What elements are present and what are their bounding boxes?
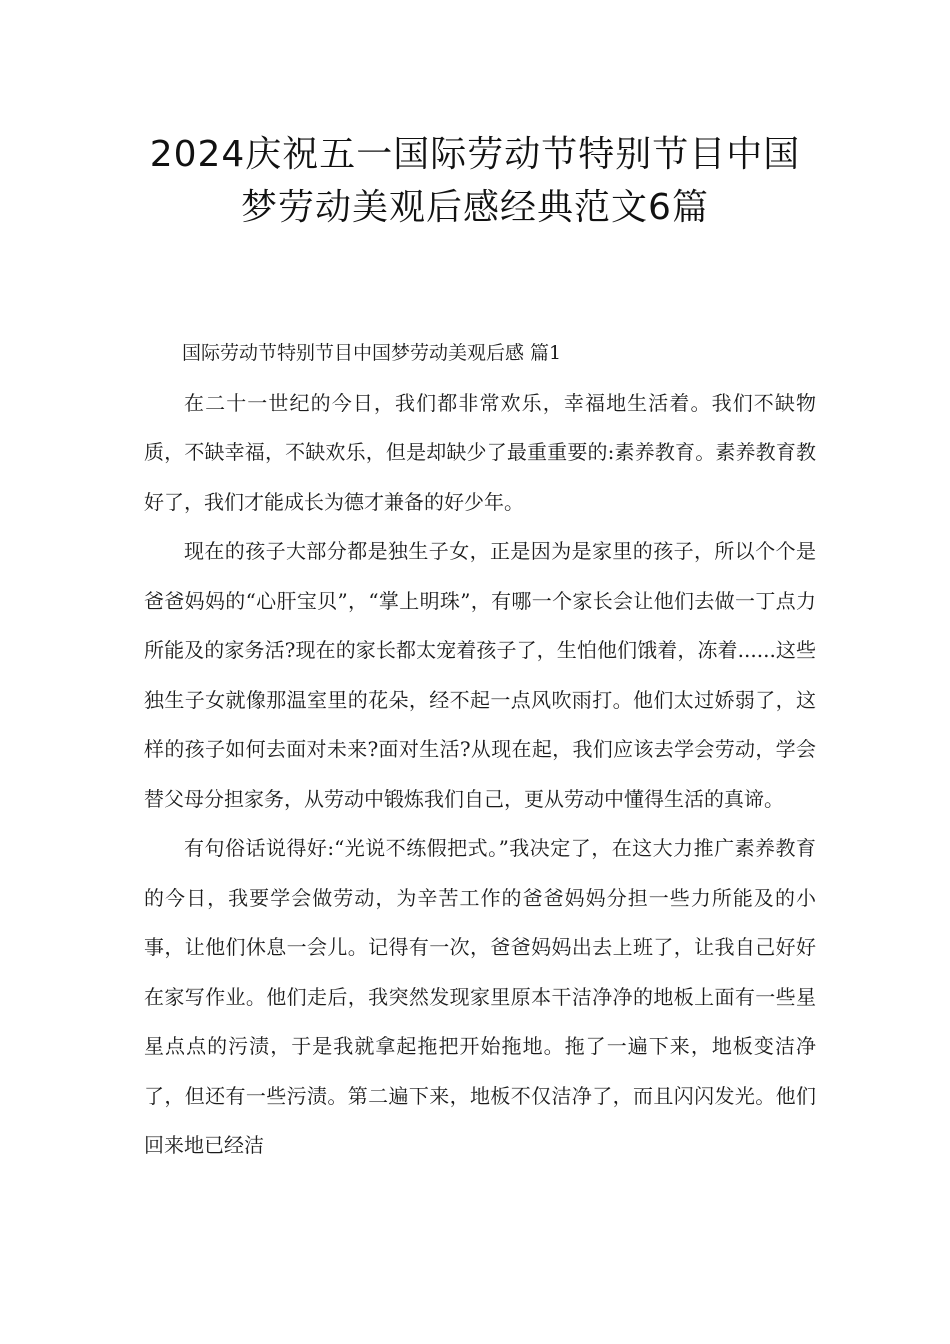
paragraph: 有句俗话说得好:“光说不练假把式。”我决定了，在这大力推广素养教育的今日，我要学会做劳动，为辛苦工作的爸爸妈妈分担一些力所能及的小事，让他们休息一会儿。记得有一次，爸爸妈妈出去上班了，让我自己好好在家写作业。他们走后，我突然发现家里原本干洁净净的地板上面有一些星星点点的污渍，于是我就拿起拖把开始拖地。拖了一遍下来，地板变洁净了，但还有一些污渍。第二遍下来，地板不仅洁净了，而且闪闪发光。他们回来地已经洁: [144, 836, 816, 1157]
section-heading: 国际劳动节特别节目中国梦劳动美观后感 篇1: [182, 342, 562, 364]
document-title: [100, 128, 850, 234]
document-title-line-1: 2024庆祝五一国际劳动节特别节目中国: [149, 134, 801, 175]
paragraph: 现在的孩子大部分都是独生子女，正是因为是家里的孩子，所以个个是爸爸妈妈的“心肝宝贝”，“掌上明珠”，有哪一个家长会让他们去做一丁点力所能及的家务活?现在的家长都太宠着孩子了，生怕他们饿着，冻着......这些独生子女就像那温室里的花朵，经不起一点风吹雨打。他们太过娇弱了，这样的孩子如何去面对未来?面对生活?从现在起，我们应该去学会劳动，学会替父母分担家务，从劳动中锻炼我们自己，更从劳动中懂得生活的真谛。: [144, 539, 816, 811]
document-body: [144, 329, 816, 1171]
document-title-line-2: 梦劳动美观后感经典范文6篇: [241, 187, 709, 228]
paragraph: 在二十一世纪的今日，我们都非常欢乐，幸福地生活着。我们不缺物质，不缺幸福，不缺欢乐，但是却缺少了最重重要的:素养教育。素养教育教好了，我们才能成长为德才兼备的好少年。: [144, 390, 816, 514]
